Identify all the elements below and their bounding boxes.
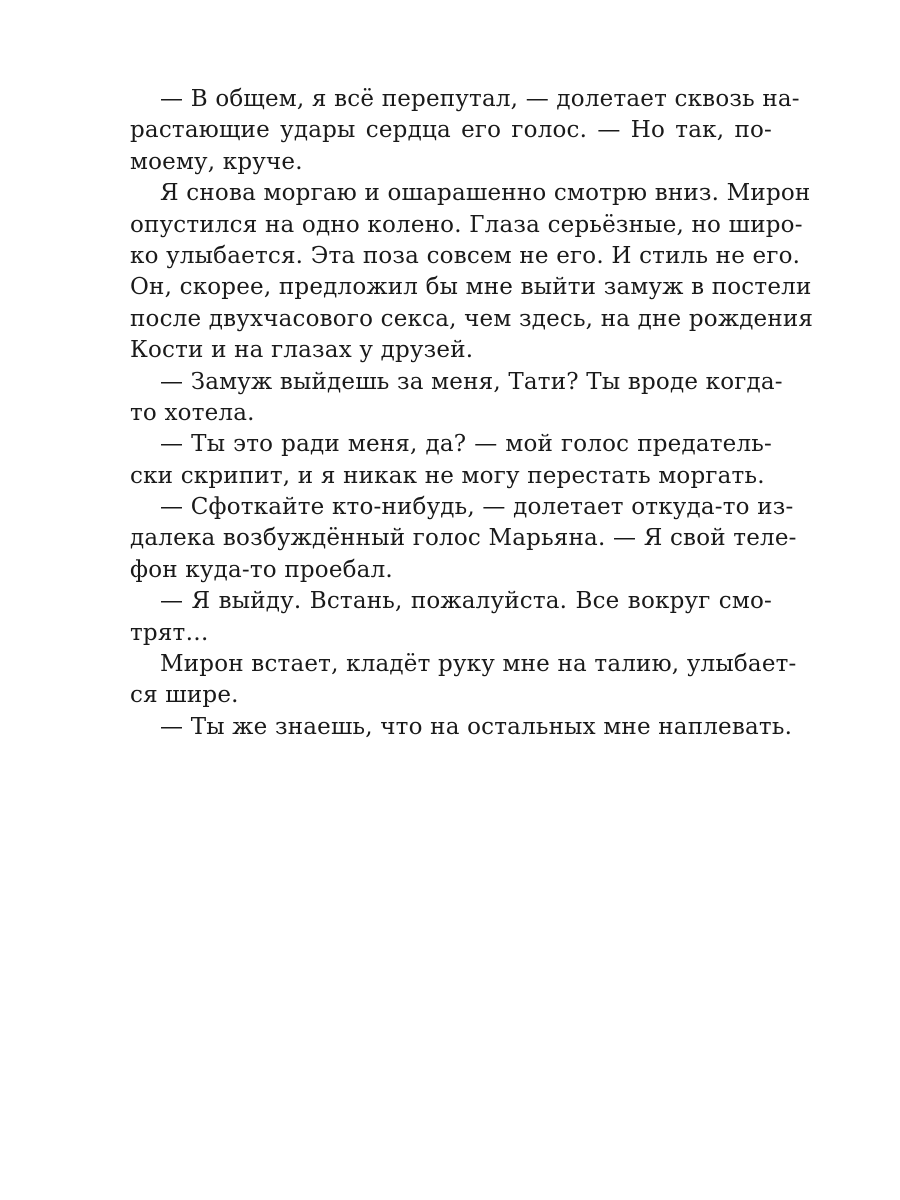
body-text bbox=[130, 84, 814, 743]
text-line: Мирон встает, кладёт руку мне на талию, улыбает- bbox=[160, 651, 797, 678]
text-line: — В общем, я всё перепутал, — долетает сквозь на- bbox=[160, 86, 800, 112]
text-line: растающие удары сердца его голос. — Но так, по- bbox=[130, 117, 772, 144]
text-line: после двухчасового секса, чем здесь, на дне рождения bbox=[130, 305, 814, 332]
text-line: далека возбуждённый голос Марьяна. — Я свой теле- bbox=[130, 525, 797, 552]
text-line: Кости и на глазах у друзей. bbox=[130, 337, 474, 364]
text-line: трят… bbox=[130, 619, 209, 646]
text-line: фон куда-то проебал. bbox=[130, 556, 393, 583]
text-line: моему, круче. bbox=[130, 148, 303, 175]
text-line: ко улыбается. Эта поза совсем не его. И стиль не его. bbox=[130, 242, 801, 269]
text-line: Он, скорее, предложил бы мне выйти замуж в постели bbox=[130, 274, 812, 301]
text-line: опустился на одно колено. Глаза серьёзные, но широ- bbox=[130, 211, 803, 238]
text-line: — Ты это ради меня, да? — мой голос предатель- bbox=[160, 431, 772, 458]
text-line: — Я выйду. Встань, пожалуйста. Все вокруг смо- bbox=[160, 588, 772, 615]
text-line: Я снова моргаю и ошарашенно смотрю вниз. Мирон bbox=[160, 180, 811, 207]
text-line: — Замуж выйдешь за меня, Тати? Ты вроде когда- bbox=[160, 368, 783, 395]
text-line: — Сфоткайте кто-нибудь, — долетает откуда-то из- bbox=[160, 494, 794, 521]
text-line: ски скрипит, и я никак не могу перестать моргать. bbox=[130, 462, 765, 489]
text-line: ся шире. bbox=[130, 682, 239, 709]
text-line: — Ты же знаешь, что на остальных мне наплевать. bbox=[160, 713, 793, 740]
text-line: то хотела. bbox=[130, 399, 255, 426]
